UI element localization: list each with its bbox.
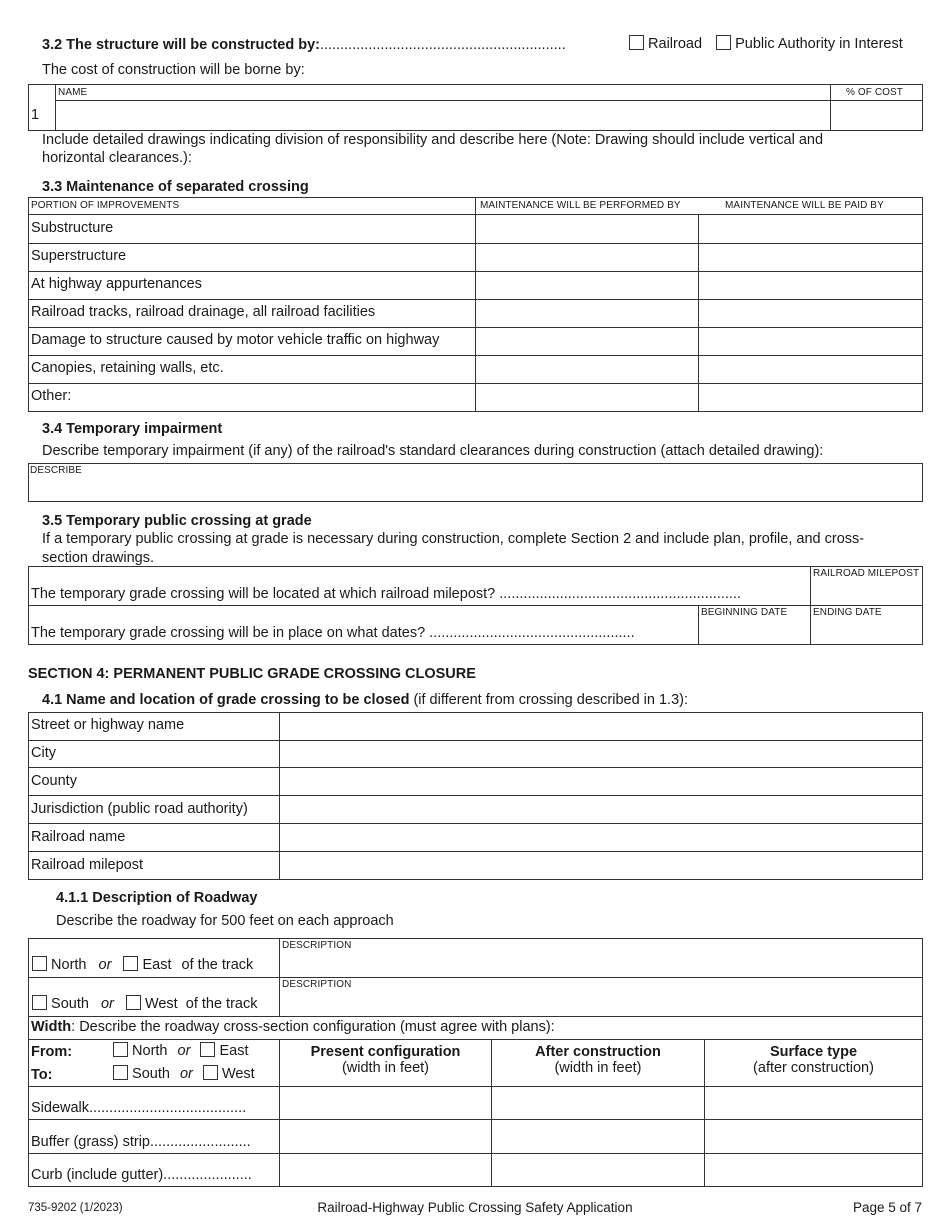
- or-text: or: [177, 1043, 191, 1059]
- form-number: 735-9202 (1/2023): [28, 1202, 123, 1214]
- cost-column-header: % OF COST: [846, 87, 904, 98]
- approach-1-options: [32, 956, 253, 973]
- street-name-label: Street or highway name: [31, 717, 185, 733]
- width-label: Width: [31, 1019, 72, 1035]
- to-label: To:: [31, 1067, 53, 1083]
- county-label: County: [31, 773, 77, 789]
- curb-label: Curb (include gutter)......................: [31, 1167, 252, 1183]
- county-input[interactable]: [280, 768, 922, 794]
- temp-crossing-instruction: If a temporary public crossing at grade is necessary during construction, complete Section 2 and include plan, profile, and cross-: [42, 531, 865, 547]
- cost-name-input[interactable]: [56, 101, 829, 130]
- milepost-input[interactable]: [811, 580, 922, 604]
- south-checkbox[interactable]: [32, 995, 47, 1010]
- table-row: Substructure: [31, 220, 114, 236]
- south-label: South: [51, 996, 89, 1012]
- jurisdiction-input[interactable]: [280, 796, 922, 822]
- railroad-name-input[interactable]: [280, 824, 922, 850]
- railroad-milepost-input[interactable]: [280, 852, 922, 879]
- railroad-checkbox[interactable]: [629, 35, 644, 50]
- buffer-strip-label: Buffer (grass) strip.........................: [31, 1134, 251, 1150]
- east-label: East: [219, 1043, 249, 1059]
- leader-dots: .............................................................: [319, 37, 566, 53]
- milepost-question: The temporary grade crossing will be located at which railroad milepost? ............................................................: [31, 586, 741, 602]
- of-the-track-text: of the track: [185, 996, 258, 1012]
- city-label: City: [31, 745, 56, 761]
- width-table-inputs[interactable]: [280, 1087, 922, 1186]
- beginning-date-label: BEGINNING DATE: [701, 607, 788, 618]
- section-3-3-title: 3.3 Maintenance of separated crossing: [42, 179, 309, 195]
- table-row: Other:: [31, 388, 72, 404]
- description-label: DESCRIPTION: [282, 979, 352, 990]
- surface-type-header: [705, 1044, 922, 1076]
- performed-by-inputs[interactable]: [476, 215, 697, 411]
- west-label: West: [221, 1066, 255, 1082]
- ending-date-input[interactable]: [811, 619, 922, 644]
- from-east-checkbox[interactable]: [200, 1042, 215, 1057]
- table-row: At highway appurtenances: [31, 276, 202, 292]
- approach-2-options: [32, 995, 257, 1012]
- describe-label: DESCRIBE: [30, 465, 82, 476]
- paid-by-inputs[interactable]: [699, 215, 922, 411]
- north-checkbox[interactable]: [32, 956, 47, 971]
- city-input[interactable]: [280, 741, 922, 767]
- east-checkbox[interactable]: [123, 956, 138, 971]
- from-label: From:: [31, 1044, 73, 1060]
- east-label: East: [142, 957, 172, 973]
- divider: [28, 605, 923, 606]
- divider: [28, 977, 923, 978]
- name-column-header: NAME: [58, 87, 88, 98]
- performed-by-column-header: MAINTENANCE WILL BE PERFORMED BY: [480, 200, 681, 211]
- roadway-instruction: Describe the roadway for 500 feet on each approach: [56, 913, 394, 929]
- footer-title: Railroad-Highway Public Crossing Safety Application: [317, 1200, 633, 1215]
- table-row: Superstructure: [31, 248, 127, 264]
- table-row: Canopies, retaining walls, etc.: [31, 360, 224, 376]
- width-text: : Describe the roadway cross-section configuration (must agree with plans):: [71, 1019, 555, 1035]
- from-options: [113, 1042, 249, 1059]
- impairment-instruction: Describe temporary impairment (if any) of the railroad's standard clearances during construction (attach detailed drawing):: [42, 443, 824, 459]
- drawings-instruction: Include detailed drawings indicating division of responsibility and describe here (Note: Drawing should include vertical and: [42, 132, 824, 148]
- or-text: or: [98, 957, 112, 973]
- after-construction-header: [492, 1044, 704, 1076]
- drawings-instruction-2: horizontal clearances.):: [42, 150, 192, 166]
- description-label: DESCRIPTION: [282, 940, 352, 951]
- public-authority-checkbox[interactable]: [716, 35, 731, 50]
- to-south-checkbox[interactable]: [113, 1065, 128, 1080]
- jurisdiction-label: Jurisdiction (public road authority): [31, 801, 248, 817]
- page-number: Page 5 of 7: [852, 1200, 922, 1215]
- table-row: Railroad tracks, railroad drainage, all railroad facilities: [31, 304, 376, 320]
- section-4-1-1-title: 4.1.1 Description of Roadway: [56, 890, 258, 906]
- width-instruction: [31, 1019, 555, 1035]
- present-config-subtitle: (width in feet): [341, 1060, 430, 1076]
- railroad-option-label: Railroad: [648, 36, 703, 52]
- west-label: West: [144, 996, 178, 1012]
- section-3-2-heading: [42, 37, 566, 53]
- or-text: or: [100, 996, 114, 1012]
- section-4-1-note: (if different from crossing described in 1.3):: [409, 692, 688, 708]
- surface-type-subtitle: (after construction): [753, 1060, 874, 1076]
- railroad-milepost-label: Railroad milepost: [31, 857, 144, 873]
- present-config-header: [280, 1044, 491, 1076]
- or-text: or: [179, 1066, 193, 1082]
- temp-crossing-instruction-2: section drawings.: [42, 550, 155, 566]
- of-the-track-text: of the track: [181, 957, 254, 973]
- street-name-input[interactable]: [280, 713, 922, 739]
- paid-by-column-header: MAINTENANCE WILL BE PAID BY: [725, 200, 884, 211]
- to-west-checkbox[interactable]: [203, 1065, 218, 1080]
- describe-impairment-field[interactable]: [28, 463, 923, 502]
- after-construction-title: After construction: [535, 1044, 661, 1060]
- approach-2-description-input[interactable]: [280, 990, 922, 1016]
- south-label: South: [132, 1066, 170, 1082]
- milepost-label: RAILROAD MILEPOST: [813, 568, 920, 579]
- section-3-4-title: 3.4 Temporary impairment: [42, 421, 223, 437]
- constructed-by-options: [629, 35, 903, 52]
- present-config-title: Present configuration: [310, 1044, 461, 1060]
- cost-borne-text: The cost of construction will be borne by:: [42, 62, 305, 78]
- railroad-name-label: Railroad name: [31, 829, 126, 845]
- ending-date-label: ENDING DATE: [813, 607, 882, 618]
- north-label: North: [132, 1043, 168, 1059]
- from-north-checkbox[interactable]: [113, 1042, 128, 1057]
- row-number: 1: [31, 107, 40, 123]
- surface-type-title: Surface type: [769, 1044, 858, 1060]
- beginning-date-input[interactable]: [699, 619, 809, 644]
- cost-percent-input[interactable]: [831, 101, 922, 130]
- section-3-2-title: 3.2 The structure will be constructed by:: [42, 37, 320, 53]
- west-checkbox[interactable]: [126, 995, 141, 1010]
- after-construction-subtitle: (width in feet): [554, 1060, 642, 1076]
- north-label: North: [51, 957, 87, 973]
- public-authority-option-label: Public Authority in Interest: [735, 36, 903, 52]
- dates-question: The temporary grade crossing will be in place on what dates? ...................................................: [31, 625, 635, 641]
- section-4-1-heading: [42, 692, 688, 708]
- to-options: [113, 1065, 255, 1082]
- section-3-5-title: 3.5 Temporary public crossing at grade: [42, 513, 312, 529]
- section-4-title: SECTION 4: PERMANENT PUBLIC GRADE CROSSING CLOSURE: [28, 666, 476, 682]
- table-row: Damage to structure caused by motor vehicle traffic on highway: [31, 332, 440, 348]
- sidewalk-label: Sidewalk.......................................: [31, 1100, 247, 1116]
- portion-column-header: PORTION OF IMPROVEMENTS: [31, 200, 180, 211]
- section-4-1-title: 4.1 Name and location of grade crossing to be closed: [42, 692, 410, 708]
- approach-1-description-input[interactable]: [280, 951, 922, 976]
